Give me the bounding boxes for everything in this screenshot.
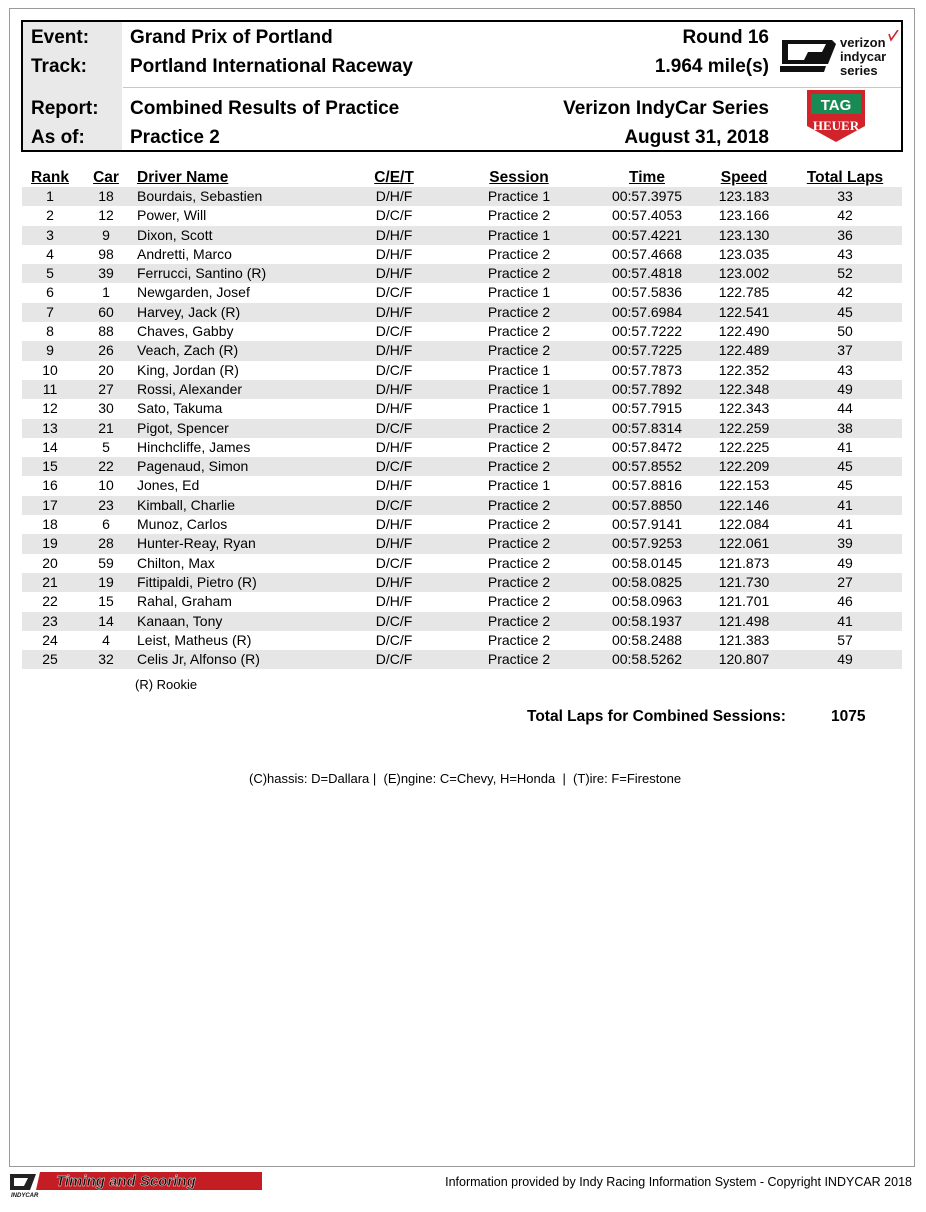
cet-cell: D/C/F: [344, 612, 444, 631]
table-row: [22, 206, 902, 225]
speed-cell: 123.002: [700, 264, 788, 283]
session-cell: Practice 2: [444, 496, 594, 515]
speed-cell: 123.130: [700, 226, 788, 245]
table-row: [22, 226, 902, 245]
laps-cell: 27: [788, 573, 902, 592]
laps-cell: 43: [837, 245, 853, 262]
logo-word-3: series: [840, 63, 878, 78]
speed-cell: 122.343: [718, 400, 770, 417]
driver-cell: Pigot, Spencer: [134, 419, 344, 438]
rank-cell: 9: [22, 341, 78, 360]
driver-cell: Rossi, Alexander: [134, 380, 344, 399]
session-cell: Practice 2: [487, 631, 551, 648]
laps-cell: 49: [837, 554, 853, 571]
col-header-rank: Rank: [31, 169, 69, 186]
driver-cell: Munoz, Carlos: [137, 516, 228, 533]
car-cell: 21: [78, 419, 134, 438]
report-name: Combined Results of Practice: [130, 98, 400, 119]
rank-cell: 3: [22, 226, 78, 245]
session-cell: Practice 2: [487, 323, 551, 340]
table-row: [22, 650, 902, 669]
tag-word-1: TAG: [820, 97, 852, 114]
round-number: Round 16: [682, 27, 769, 48]
cet-cell: D/H/F: [344, 264, 444, 283]
car-cell: 10: [98, 477, 114, 494]
speed-cell: 122.225: [718, 438, 770, 455]
laps-cell: 42: [837, 284, 853, 301]
table-row: [22, 457, 902, 476]
asof-session: Practice 2: [130, 127, 220, 148]
driver-cell: Chilton, Max: [137, 554, 215, 571]
laps-cell: 57: [837, 631, 853, 648]
driver-cell: Power, Will: [137, 207, 207, 224]
cet-cell: D/H/F: [375, 400, 413, 417]
laps-cell: 42: [837, 207, 853, 224]
laps-cell: 41: [837, 438, 853, 455]
rank-cell: 15: [22, 457, 78, 476]
rank-cell: 22: [42, 593, 58, 610]
time-cell: 00:57.4221: [594, 226, 700, 245]
rank-cell: 16: [42, 477, 58, 494]
driver-cell: Jones, Ed: [137, 477, 200, 494]
speed-cell: 123.035: [718, 245, 770, 262]
car-cell: 88: [98, 323, 114, 340]
results-table: [22, 165, 902, 669]
rank-cell: 24: [42, 631, 58, 648]
car-cell: 98: [98, 245, 114, 262]
col-header-cet: C/E/T: [374, 169, 414, 186]
car-cell: 14: [78, 612, 134, 631]
session-cell: Practice 2: [444, 534, 594, 553]
cet-cell: D/C/F: [375, 554, 413, 571]
rank-cell: 10: [42, 361, 58, 378]
table-row: [22, 631, 902, 650]
session-cell: Practice 2: [487, 207, 551, 224]
speed-cell: 122.061: [700, 534, 788, 553]
car-cell: 32: [78, 650, 134, 669]
session-cell: Practice 1: [444, 226, 594, 245]
speed-cell: 122.146: [700, 496, 788, 515]
session-cell: Practice 2: [444, 457, 594, 476]
speed-cell: 122.084: [718, 516, 770, 533]
cet-cell: D/C/F: [344, 419, 444, 438]
cet-cell: D/C/F: [375, 207, 413, 224]
track-label: Track:: [31, 56, 87, 77]
cet-cell: D/C/F: [375, 361, 413, 378]
rank-cell: 5: [22, 264, 78, 283]
speed-cell: 122.490: [718, 323, 770, 340]
time-cell: 00:57.7225: [594, 341, 700, 360]
car-cell: 20: [98, 361, 114, 378]
car-cell: 5: [102, 438, 110, 455]
driver-cell: Celis Jr, Alfonso (R): [134, 650, 344, 669]
speed-cell: 121.498: [700, 612, 788, 631]
header-divider: [123, 87, 901, 88]
session-cell: Practice 1: [487, 361, 551, 378]
laps-cell: 39: [788, 534, 902, 553]
car-cell: 60: [78, 303, 134, 322]
time-cell: 00:57.5836: [611, 284, 683, 301]
speed-cell: 122.785: [718, 284, 770, 301]
col-header-session: Session: [489, 169, 549, 186]
time-cell: 00:57.8850: [594, 496, 700, 515]
table-row: [22, 554, 902, 573]
rank-cell: 20: [42, 554, 58, 571]
speed-cell: 123.166: [718, 207, 770, 224]
table-row: [22, 187, 902, 206]
table-row: [22, 303, 902, 322]
laps-cell: 49: [788, 380, 902, 399]
car-cell: 23: [78, 496, 134, 515]
driver-cell: Hinchcliffe, James: [137, 438, 251, 455]
laps-cell: 49: [788, 650, 902, 669]
speed-cell: 121.873: [718, 554, 770, 571]
col-header-speed: Speed: [720, 169, 768, 186]
table-row: [22, 496, 902, 515]
table-row: [22, 612, 902, 631]
time-cell: 00:57.7222: [611, 323, 683, 340]
session-cell: Practice 1: [487, 477, 551, 494]
car-cell: 30: [98, 400, 114, 417]
rank-cell: 13: [22, 419, 78, 438]
table-row: [22, 476, 902, 495]
driver-cell: Hunter-Reay, Ryan: [134, 534, 344, 553]
driver-cell: Harvey, Jack (R): [134, 303, 344, 322]
table-row: [22, 438, 902, 457]
speed-cell: 120.807: [700, 650, 788, 669]
session-cell: Practice 1: [444, 380, 594, 399]
laps-cell: 36: [788, 226, 902, 245]
footer-logo-title: Timing and Scoring: [56, 1173, 196, 1190]
time-cell: 00:57.8816: [611, 477, 683, 494]
time-cell: 00:58.2488: [611, 631, 683, 648]
rank-cell: 7: [22, 303, 78, 322]
event-name: Grand Prix of Portland: [130, 27, 333, 48]
session-cell: Practice 2: [444, 612, 594, 631]
time-cell: 00:57.7915: [611, 400, 683, 417]
cet-legend: (C)hassis: D=Dallara | (E)ngine: C=Chevy, H=Honda | (T)ire: F=Firestone: [249, 771, 682, 786]
time-cell: 00:58.5262: [594, 650, 700, 669]
cet-cell: D/H/F: [344, 534, 444, 553]
car-cell: 4: [102, 631, 110, 648]
cet-cell: D/H/F: [344, 573, 444, 592]
laps-cell: 43: [837, 361, 853, 378]
rank-cell: 2: [46, 207, 54, 224]
time-cell: 00:57.6984: [594, 303, 700, 322]
session-cell: Practice 2: [487, 554, 551, 571]
results-body: [22, 187, 902, 669]
laps-cell: 44: [837, 400, 853, 417]
speed-cell: 122.259: [700, 419, 788, 438]
rookie-note: (R) Rookie: [135, 677, 198, 692]
time-cell: 00:58.0145: [611, 554, 683, 571]
cet-cell: D/C/F: [375, 284, 413, 301]
col-header-time: Time: [629, 169, 665, 186]
session-cell: Practice 2: [444, 341, 594, 360]
car-cell: 22: [78, 457, 134, 476]
cet-cell: D/C/F: [344, 496, 444, 515]
session-cell: Practice 2: [487, 438, 551, 455]
time-cell: 00:57.8552: [594, 457, 700, 476]
verizon-indycar-logo: [778, 30, 902, 86]
rank-cell: 19: [22, 534, 78, 553]
session-cell: Practice 2: [487, 593, 551, 610]
table-row: [22, 322, 902, 341]
report-header: [21, 20, 903, 152]
table-row: [22, 361, 902, 380]
session-cell: Practice 1: [444, 187, 594, 206]
speed-cell: 122.489: [700, 341, 788, 360]
rank-cell: 12: [42, 400, 58, 417]
driver-cell: Veach, Zach (R): [134, 341, 344, 360]
laps-cell: 37: [788, 341, 902, 360]
cet-cell: D/H/F: [375, 477, 413, 494]
logo-word-1: verizon: [840, 35, 886, 50]
driver-cell: Fittipaldi, Pietro (R): [134, 573, 344, 592]
car-cell: 19: [78, 573, 134, 592]
col-header-car: Car: [93, 169, 119, 186]
car-cell: 39: [78, 264, 134, 283]
car-cell: 9: [78, 226, 134, 245]
table-row: [22, 515, 902, 534]
table-row: [22, 534, 902, 553]
laps-cell: 41: [788, 612, 902, 631]
table-header-row: [22, 165, 902, 187]
laps-cell: 45: [788, 303, 902, 322]
driver-cell: Newgarden, Josef: [137, 284, 250, 301]
rank-cell: 18: [42, 516, 58, 533]
time-cell: 00:58.0963: [611, 593, 683, 610]
speed-cell: 121.701: [718, 593, 770, 610]
car-cell: 59: [98, 554, 114, 571]
speed-cell: 122.541: [700, 303, 788, 322]
total-laps-label: Total Laps for Combined Sessions:: [527, 708, 786, 725]
speed-cell: 122.209: [700, 457, 788, 476]
car-cell: 6: [102, 516, 110, 533]
rank-cell: 8: [46, 323, 54, 340]
col-header-driver: Driver Name: [137, 169, 229, 186]
driver-cell: Chaves, Gabby: [137, 323, 234, 340]
copyright-notice: Information provided by Indy Racing Information System - Copyright INDYCAR 2018: [445, 1175, 912, 1189]
driver-cell: Sato, Takuma: [137, 400, 223, 417]
asof-label: As of:: [31, 127, 85, 148]
laps-cell: 46: [837, 593, 853, 610]
time-cell: 00:57.8314: [594, 419, 700, 438]
cet-cell: D/H/F: [344, 187, 444, 206]
rank-cell: 1: [22, 187, 78, 206]
driver-cell: Bourdais, Sebastien: [134, 187, 344, 206]
driver-cell: Dixon, Scott: [134, 226, 344, 245]
car-cell: 28: [78, 534, 134, 553]
table-row: [22, 573, 902, 592]
table-row: [22, 245, 902, 264]
driver-cell: King, Jordan (R): [137, 361, 239, 378]
session-cell: Practice 1: [487, 400, 551, 417]
session-cell: Practice 2: [444, 573, 594, 592]
time-cell: 00:57.9253: [594, 534, 700, 553]
laps-cell: 41: [837, 516, 853, 533]
cet-cell: D/C/F: [375, 323, 413, 340]
table-row: [22, 380, 902, 399]
time-cell: 00:58.1937: [594, 612, 700, 631]
rank-cell: 17: [22, 496, 78, 515]
time-cell: 00:57.4818: [594, 264, 700, 283]
rank-cell: 11: [22, 380, 78, 399]
car-cell: 18: [78, 187, 134, 206]
time-cell: 00:57.7873: [611, 361, 683, 378]
cet-cell: D/C/F: [375, 631, 413, 648]
cet-cell: D/H/F: [375, 245, 413, 262]
car-cell: 1: [102, 284, 110, 301]
cet-cell: D/H/F: [344, 226, 444, 245]
driver-cell: Leist, Matheus (R): [137, 631, 252, 648]
session-cell: Practice 1: [487, 284, 551, 301]
time-cell: 00:57.4668: [611, 245, 683, 262]
report-label: Report:: [31, 98, 99, 119]
laps-cell: 45: [837, 477, 853, 494]
cet-cell: D/C/F: [344, 650, 444, 669]
report-date: August 31, 2018: [624, 127, 769, 148]
track-length: 1.964 mile(s): [654, 56, 769, 77]
table-row: [22, 341, 902, 360]
session-cell: Practice 2: [487, 245, 551, 262]
cet-cell: D/H/F: [375, 438, 413, 455]
speed-cell: 123.183: [700, 187, 788, 206]
laps-cell: 52: [788, 264, 902, 283]
time-cell: 00:57.4053: [611, 207, 683, 224]
speed-cell: 121.730: [700, 573, 788, 592]
rank-cell: 25: [22, 650, 78, 669]
speed-cell: 121.383: [718, 631, 770, 648]
rank-cell: 6: [46, 284, 54, 301]
car-cell: 12: [98, 207, 114, 224]
session-cell: Practice 2: [444, 650, 594, 669]
session-cell: Practice 2: [444, 303, 594, 322]
rank-cell: 14: [42, 438, 58, 455]
table-row: [22, 419, 902, 438]
logo-word-2: indycar: [840, 49, 887, 64]
col-header-total-laps: Total Laps: [806, 169, 884, 186]
time-cell: 00:58.0825: [594, 573, 700, 592]
session-cell: Practice 2: [487, 516, 551, 533]
cet-cell: D/H/F: [344, 303, 444, 322]
time-cell: 00:57.8472: [611, 438, 683, 455]
table-row: [22, 264, 902, 283]
laps-cell: 50: [837, 323, 853, 340]
laps-cell: 41: [788, 496, 902, 515]
track-name: Portland International Raceway: [130, 56, 413, 77]
time-cell: 00:57.9141: [611, 516, 683, 533]
cet-cell: D/H/F: [344, 341, 444, 360]
event-label: Event:: [31, 27, 90, 48]
rank-cell: 23: [22, 612, 78, 631]
car-cell: 15: [98, 593, 114, 610]
rank-cell: 4: [46, 245, 54, 262]
car-cell: 27: [78, 380, 134, 399]
driver-cell: Kimball, Charlie: [134, 496, 344, 515]
tag-heuer-logo: [805, 88, 867, 144]
table-row: [22, 399, 902, 418]
driver-cell: Andretti, Marco: [137, 245, 232, 262]
cet-cell: D/C/F: [344, 457, 444, 476]
timing-and-scoring-logo: [10, 1170, 264, 1198]
car-cell: 26: [78, 341, 134, 360]
laps-cell: 45: [788, 457, 902, 476]
speed-cell: 122.153: [718, 477, 770, 494]
table-row: [22, 592, 902, 611]
driver-cell: Rahal, Graham: [137, 593, 232, 610]
driver-cell: Kanaan, Tony: [134, 612, 344, 631]
laps-cell: 38: [788, 419, 902, 438]
time-cell: 00:57.3975: [594, 187, 700, 206]
table-row: [22, 283, 902, 302]
driver-cell: Ferrucci, Santino (R): [134, 264, 344, 283]
cet-cell: D/H/F: [344, 380, 444, 399]
session-cell: Practice 2: [444, 264, 594, 283]
cet-cell: D/H/F: [375, 593, 413, 610]
speed-cell: 122.348: [700, 380, 788, 399]
footer-logo-subtitle: INDYCAR: [11, 1193, 39, 1198]
tag-word-2: HEUER: [812, 118, 860, 133]
cet-cell: D/H/F: [375, 516, 413, 533]
laps-cell: 33: [788, 187, 902, 206]
rank-cell: 21: [22, 573, 78, 592]
session-cell: Practice 2: [444, 419, 594, 438]
series-name: Verizon IndyCar Series: [563, 98, 769, 119]
speed-cell: 122.352: [718, 361, 770, 378]
total-laps-value: 1075: [831, 708, 866, 725]
time-cell: 00:57.7892: [594, 380, 700, 399]
driver-cell: Pagenaud, Simon: [134, 457, 344, 476]
